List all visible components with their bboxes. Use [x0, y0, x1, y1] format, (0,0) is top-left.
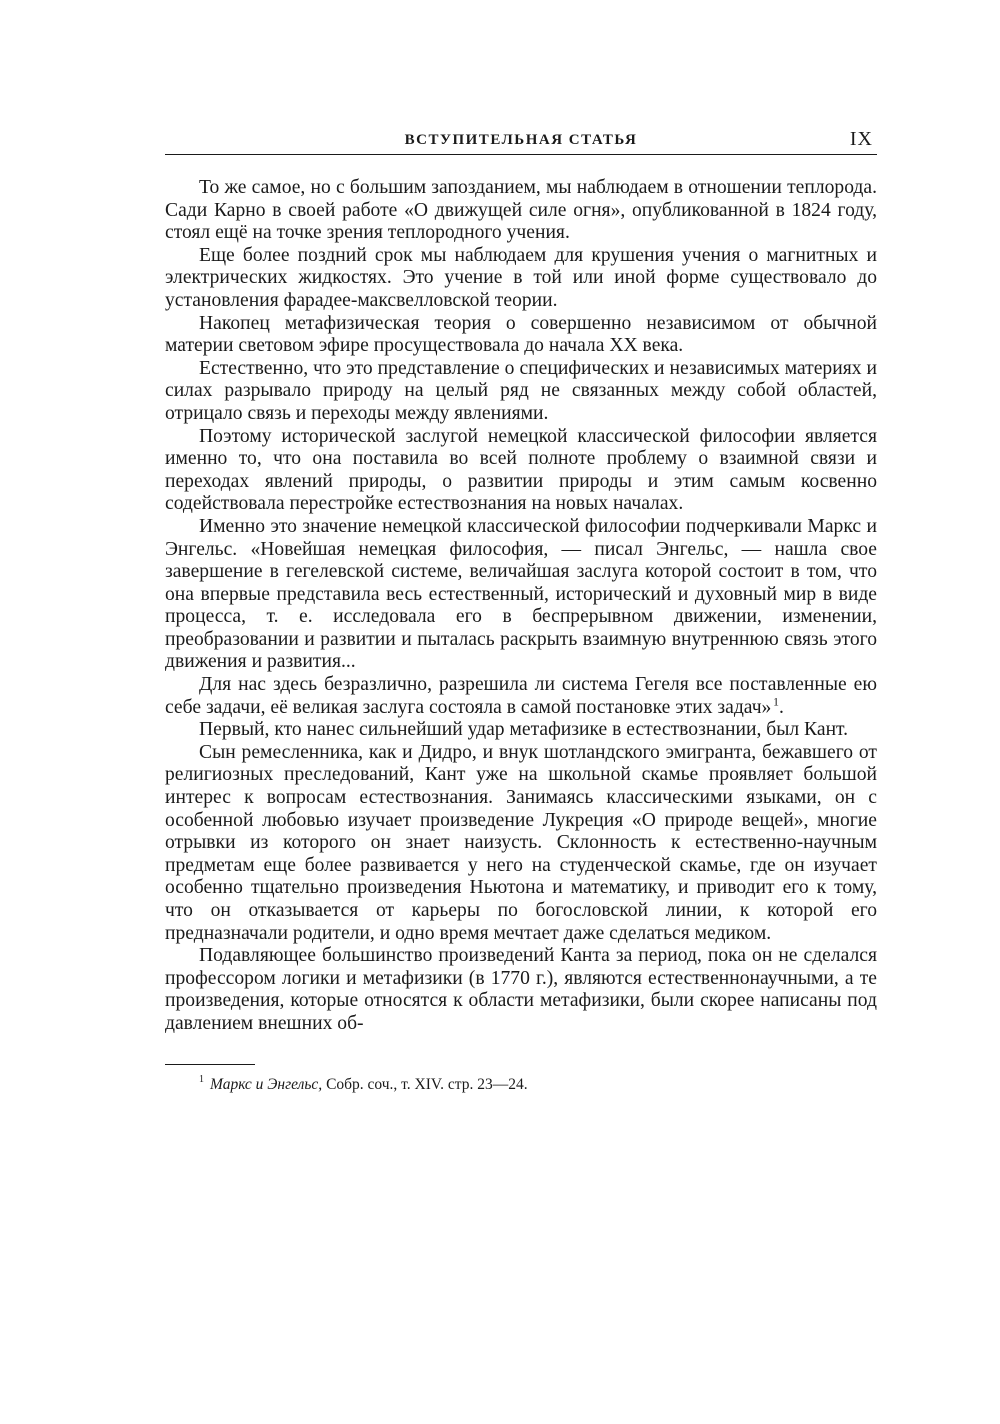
paragraph-kant-biography: Сын ремесленника, как и Дидро, и внук шотландского эмигранта, бежавшего от религиозных преследований, Кант уже на школьной скамье проявляет большой интерес к вопросам естествознания. Занимаясь классическими языками, он с особенной любовью изучает произведение Лукреция «О природе вещей», многие отрывки из которого он знает наизусть. Склонность к естественно-научным предметам еще более развивается у него на студенческой скамье, где он изучает особенно тщательно произведения Ньютона и математику, и приводит его к тому, что он отказывается от карьеры по богословской линии, к которой его предназначали родители, и одно время мечтает даже сделаться медиком.	[165, 741, 877, 944]
footnote-marker: 1	[199, 1074, 204, 1086]
footnote-citation: Собр. соч., т. XIV. стр. 23—24.	[326, 1075, 528, 1093]
paragraph-hegel-system-text: Для нас здесь безразлично, разрешила ли система Гегеля все поставленные ею себе задачи, её великая заслуга состояла в самой постановке этих задач»	[165, 674, 877, 718]
paragraph-marx-engels-quote: Именно это значение немецкой классической философии подчеркивали Маркс и Энгельс. «Новейшая немецкая философия, — писал Энгельс, — нашла свое завершение в гегелевской системе, величайшая заслуга которой состоит в том, что она впервые представила весь естественный, исторический и духовный мир в виде процесса, т. е. исследовала его в беспрерывном движении, изменении, преобразовании и развитии и пыталась раскрыть взаимную внутреннюю связь этого движения и развития...	[165, 515, 877, 673]
book-page	[165, 128, 877, 1095]
paragraph-kant-works: Подавляющее большинство произведений Канта за период, пока он не сделался профессором логики и метафизики (в 1770 г.), являются естественнонаучными, а те произведения, которые относятся к области метафизики, были скорее написаны под давлением внешних об-	[165, 945, 877, 1034]
paragraph-kant-first-blow: Первый, кто нанес сильнейший удар метафизике в естествознании, был Кант.	[199, 719, 849, 741]
paragraph-ether-theory: Накопец метафизическая теория о совершенно независимом от обычной материи световом эфире просуществовала до начала XX века.	[165, 312, 877, 357]
paragraph-magnetic-fluids: Еще более поздний срок мы наблюдаем для крушения учения о магнитных и электрических жидкостях. Это учение в той или иной форме существовало до установления фарадее-максвелловской теории.	[165, 244, 877, 311]
body-text	[165, 177, 877, 1036]
paragraph-caloric: То же самое, но с большим запозданием, мы наблюдаем в отношении теплорода. Сади Карно в своей работе «О движущей силе огня», опубликованной в 1824 году, стоял ещё на точке зрения теплородного учения.	[165, 177, 877, 244]
footnote-divider	[165, 1064, 255, 1065]
footnote-reference: 1	[773, 694, 779, 709]
running-header	[165, 128, 877, 155]
footnote	[199, 1075, 877, 1095]
paragraph-classical-philosophy: Поэтому исторической заслугой немецкой классической философии является именно то, что она поставила во всей полноте проблему о взаимной связи и переходах явлений природы, о развитии природы и этим самым косвенно содействовала перестройке естествознания на новых началах.	[165, 425, 877, 515]
footnote-author: Маркс и Энгельс,	[210, 1075, 323, 1093]
page-number: IX	[849, 128, 873, 150]
paragraph-specific-matters: Естественно, что это представление о специфических и независимых материях и силах разрывало природу на целый ряд не связанных между собой областей, отрицало связь и переходы между явлениями.	[165, 357, 877, 424]
paragraph-hegel-system: Для нас здесь безразлично, разрешила ли система Гегеля все поставленные ею себе задачи, её великая заслуга состояла в самой постановке этих задач» $^1$.	[165, 674, 877, 718]
running-title: ВСТУПИТЕЛЬНАЯ СТАТЬЯ	[404, 132, 638, 148]
